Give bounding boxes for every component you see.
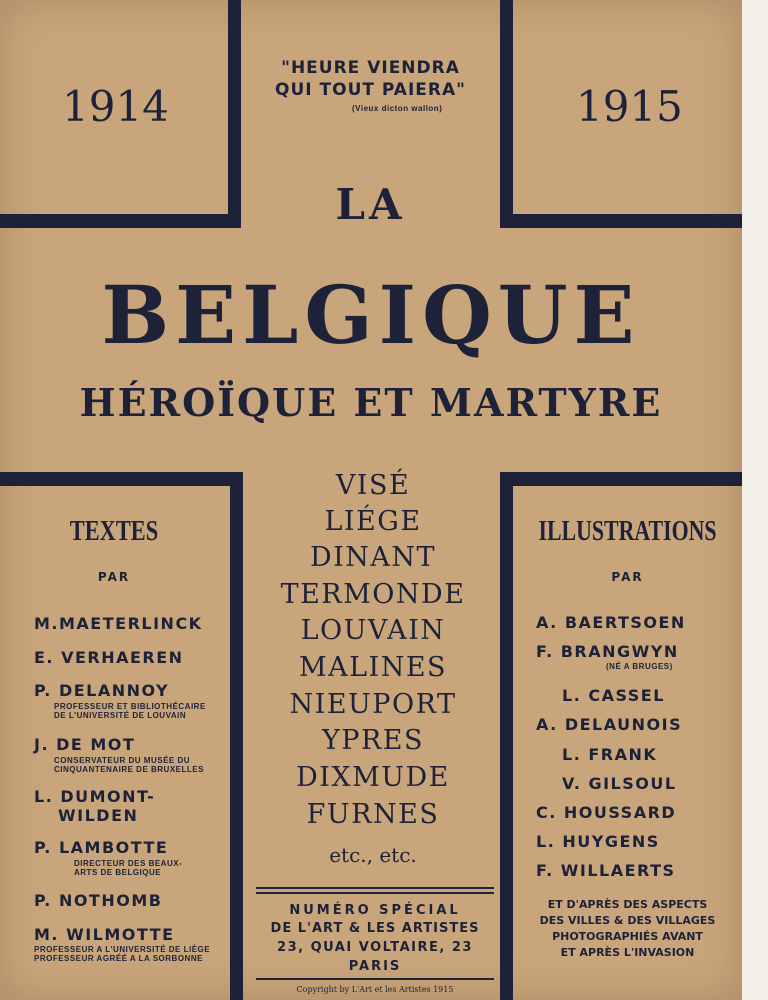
frame-bar-bottom-right-vertical (500, 472, 513, 1000)
title-main: BELGIQUE (101, 268, 641, 362)
frame-bar-bottom-right-horizontal (500, 472, 742, 486)
author-name: M.MAETERLINCK (34, 614, 203, 633)
special-line-4: PARIS (348, 959, 402, 974)
author-note: DE L'UNIVERSITÉ DE LOUVAIN (54, 711, 187, 720)
artist-name: F. WILLAERTS (536, 861, 676, 880)
city-item: TERMONDE (280, 579, 466, 610)
frame-bar-top-left-vertical (228, 0, 241, 228)
divider (256, 978, 494, 980)
artist-name: C. HOUSSARD (536, 803, 677, 822)
city-item: DINANT (309, 542, 437, 573)
frame-bar-top-left-horizontal (0, 214, 241, 228)
illustrations-footer-line: ET APRÈS L'INVASION (560, 946, 695, 959)
frame-bar-bottom-left-vertical (230, 472, 243, 1000)
author-note: PROFESSEUR A L'UNIVERSITÉ DE LIÈGE (34, 945, 211, 954)
author-name: P. LAMBOTTE (34, 838, 169, 857)
author-name: E. VERHAEREN (34, 648, 184, 667)
quote-line-2: QUI TOUT PAIERA" (275, 80, 466, 100)
special-line-3: 23, QUAI VOLTAIRE, 23 (277, 940, 473, 955)
copyright: Copyright by L'Art et les Artistes 1915 (296, 985, 454, 994)
author-note: CONSERVATEUR DU MUSÉE DU (54, 756, 191, 765)
textes-heading: TEXTES (69, 516, 159, 547)
textes-par: PAR (97, 570, 131, 584)
frame-bar-top-right-horizontal (500, 214, 742, 228)
title-subtitle: HÉROÏQUE ET MARTYRE (79, 380, 663, 425)
special-line-1: NUMÉRO SPÉCIAL (289, 903, 461, 918)
artist-name: F. BRANGWYN (536, 642, 679, 661)
city-item: VISÉ (335, 470, 411, 501)
city-item: DIXMUDE (296, 762, 450, 793)
author-note: DIRECTEUR DES BEAUX- (74, 859, 183, 868)
illustrations-footer-line: DES VILLES & DES VILLAGES (539, 914, 716, 927)
author-name: P. NOTHOMB (34, 891, 163, 910)
city-item: FURNES (306, 799, 440, 830)
author-name-continued: WILDEN (58, 806, 139, 825)
artist-name: A. BAERTSOEN (536, 613, 686, 632)
illustrations-par: PAR (611, 570, 644, 584)
author-name: M. WILMOTTE (34, 925, 175, 944)
divider (256, 887, 494, 889)
author-name: J. DE MOT (34, 735, 136, 754)
city-item: LOUVAIN (300, 615, 446, 646)
divider (256, 892, 494, 894)
author-note: ARTS DE BELGIQUE (74, 868, 162, 877)
artist-name: L. HUYGENS (536, 832, 660, 851)
illustrations-footer-line: PHOTOGRAPHIÉS AVANT (552, 930, 703, 943)
city-item: YPRES (321, 725, 425, 756)
city-item: LIÉGE (324, 506, 422, 537)
city-item: NIEUPORT (289, 689, 457, 720)
title-la: LA (335, 180, 406, 229)
author-note: PROFESSEUR ET BIBLIOTHÉCAIRE (54, 702, 206, 711)
author-name: P. DELANNOY (34, 681, 170, 700)
artist-name: L. FRANK (562, 745, 658, 764)
quote-line-1: "HEURE VIENDRA (281, 58, 460, 78)
artist-name: V. GILSOUL (562, 774, 677, 793)
author-note: PROFESSEUR AGRÉÉ A LA SORBONNE (34, 954, 203, 963)
author-name: L. DUMONT- (34, 787, 156, 806)
special-line-2: DE L'ART & LES ARTISTES (270, 921, 480, 936)
city-item: MALINES (298, 652, 448, 683)
artist-note: (NÉ A BRUGES) (606, 662, 673, 671)
illustrations-footer-line: ET D'APRÈS DES ASPECTS (547, 898, 708, 911)
artist-name: A. DELAUNOIS (536, 715, 683, 734)
author-note: CINQUANTENAIRE DE BRUXELLES (54, 765, 204, 774)
frame-bar-top-right-vertical (500, 0, 513, 228)
year-left: 1914 (62, 82, 169, 131)
artist-name: L. CASSEL (562, 686, 665, 705)
quote-source: (Vieux dicton wallon) (352, 104, 443, 113)
illustrations-heading: ILLUSTRATIONS (538, 516, 717, 547)
year-right: 1915 (576, 82, 683, 131)
frame-bar-bottom-left-horizontal (0, 472, 243, 486)
cities-etc: etc., etc. (329, 843, 417, 867)
